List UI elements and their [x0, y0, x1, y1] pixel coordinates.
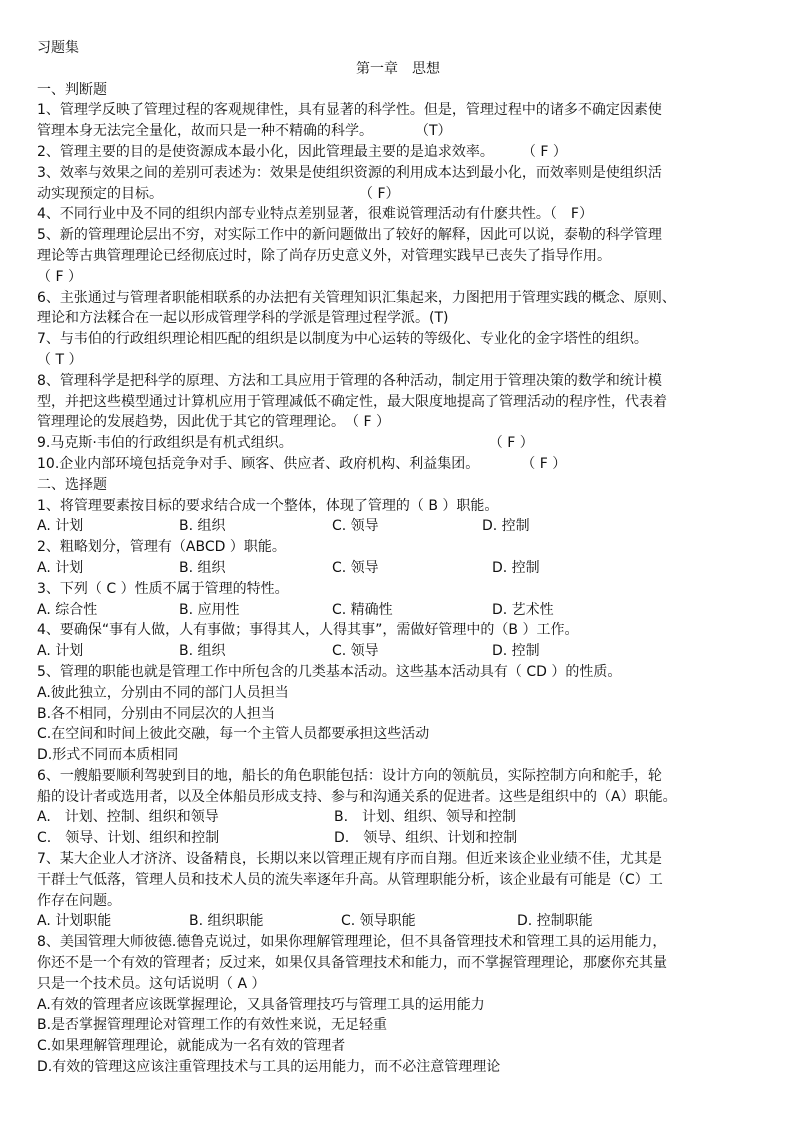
- option: A. 计划: [37, 518, 84, 535]
- option-row: [37, 516, 759, 537]
- document-page: [37, 38, 759, 1078]
- section-title-choice: 二、选择题: [37, 476, 107, 493]
- judgement-line: 6、主张通过与管理者职能相联系的办法把有关管理知识汇集起来，力图把用于管理实践的概念、原则、: [37, 289, 676, 306]
- option: A. 计划、控制、组织和领导: [37, 809, 219, 826]
- option: D. 控制: [492, 643, 540, 660]
- option: D. 控制: [492, 559, 540, 576]
- option-row: [37, 641, 759, 662]
- option: D. 艺术性: [492, 601, 554, 618]
- option: B.各不相同，分别由不同层次的人担当: [37, 705, 276, 722]
- option: D. 领导、组织、计划和控制: [334, 830, 518, 847]
- question-stem: 作存在问题。: [37, 892, 121, 909]
- question-stem: 1、将管理要素按目标的要求结合成一个整体，体现了管理的（ B ）职能。: [37, 497, 499, 514]
- judgement-line: （ F ）: [37, 268, 82, 285]
- judgement-line: 管理本身无法完全量化，故而只是一种不精确的科学。 （T）: [37, 123, 452, 140]
- option: B. 组织: [179, 559, 226, 576]
- question-stem: 7、某大企业人才济济、设备精良，长期以来以管理正规有序而自翔。但近来该企业业绩不佳，尤其是: [37, 851, 662, 868]
- section-title-judgement: 一、判断题: [37, 81, 107, 98]
- judgement-line: （ T ）: [37, 351, 83, 368]
- question-stem: 干群士气低落，管理人员和技术人员的流失率逐年升高。从管理职能分析，该企业最有可能是（C）工: [37, 871, 663, 888]
- judgement-line: 动实现预定的目标。 （ F）: [37, 185, 400, 202]
- option: B. 应用性: [179, 601, 240, 618]
- option: C. 领导、计划、组织和控制: [37, 830, 220, 847]
- option: D.形式不同而本质相同: [37, 747, 179, 764]
- judgement-line: 3、效率与效果之间的差别可表述为：效果是使组织资源的利用成本达到最小化，而效率则是使组织活: [37, 164, 662, 181]
- option: C.在空间和时间上彼此交融，每一个主管人员都要承担这些活动: [37, 726, 430, 743]
- option: B. 组织: [179, 518, 226, 535]
- judgement-list: [37, 100, 759, 474]
- chapter-title: 第一章 思想: [356, 60, 440, 77]
- judgement-line: 9.马克斯·韦伯的行政组织是有机式组织。 （ F ）: [37, 435, 534, 452]
- question-stem: 船的设计者或选用者，以及全体船员形成支持、参与和沟通关系的促进者。这些是组织中的（A）职能。: [37, 788, 677, 805]
- question-stem: 6、一艘船要顺利驾驶到目的地，船长的角色职能包括：设计方向的领航员，实际控制方向和舵手，轮: [37, 767, 662, 784]
- judgement-line: 管理理论的发展趋势，因此优于其它的管理理论。 （ F ）: [37, 414, 390, 431]
- judgement-line: 1、管理学反映了管理过程的客观规律性，具有显著的科学性。但是，管理过程中的诸多不确定因素使: [37, 102, 662, 119]
- judgement-line: 10.企业内部环境包括竞争对手、顾客、供应者、政府机构、利益集团。 （ F ）: [37, 455, 567, 472]
- question-stem: 8、美国管理大师彼德.德鲁克说过，如果你理解管理理论，但不具备管理技术和管理工具的运用能力，: [37, 934, 667, 951]
- question-stem: 5、管理的职能也就是管理工作中所包含的几类基本活动。这些基本活动具有（ CD ）的性质。: [37, 663, 622, 680]
- question-stem: 4、要确保“事有人做，人有事做；事得其人，人得其事”，需做好管理中的（B ）工作。: [37, 622, 579, 639]
- option: A.彼此独立，分别由不同的部门人员担当: [37, 684, 289, 701]
- option: B.是否掌握管理理论对管理工作的有效性来说，无足轻重: [37, 1017, 388, 1034]
- judgement-line: 理论和方法糅合在一起以形成管理学科的学派是管理过程学派。(T): [37, 310, 449, 327]
- judgement-line: 7、与韦伯的行政组织理论相匹配的组织是以制度为中心运转的等级化、专业化的金字塔性的组织。: [37, 331, 648, 348]
- option: C. 领导职能: [341, 913, 416, 930]
- judgement-line: 8、管理科学是把科学的原理、方法和工具应用于管理的各种活动，制定用于管理决策的数学和统计模: [37, 372, 662, 389]
- option-row: [37, 807, 759, 828]
- option-row: [37, 558, 759, 579]
- option-row: [37, 911, 759, 932]
- option: D. 控制: [482, 518, 530, 535]
- option: A. 计划职能: [37, 913, 112, 930]
- option: A.有效的管理者应该既掌握理论，又具备管理技巧与管理工具的运用能力: [37, 996, 485, 1013]
- option-row: [37, 828, 759, 849]
- option-row: [37, 600, 759, 621]
- judgement-line: 型，并把这些模型通过计算机应用于管理减低不确定性，最大限度地提高了管理活动的程序性，代表着: [37, 393, 667, 410]
- doc-label: 习题集: [37, 40, 79, 56]
- judgement-line: 2、管理主要的目的是使资源成本最小化，因此管理最主要的是追求效率。 （ F ）: [37, 143, 567, 160]
- option: A. 计划: [37, 643, 84, 660]
- option: D.有效的管理这应该注重管理技术与工具的运用能力，而不必注意管理理论: [37, 1059, 501, 1076]
- question-stem: 3、下列（ C ）性质不属于管理的特性。: [37, 580, 289, 597]
- option: D. 控制职能: [517, 913, 593, 930]
- option: C. 领导: [332, 559, 379, 576]
- question-stem: 你还不是一个有效的管理者；反过来，如果仅具备管理技术和能力，而不掌握管理理论，那麽你充其量: [37, 955, 667, 972]
- option: B. 组织职能: [189, 913, 264, 930]
- option: C. 领导: [332, 643, 379, 660]
- judgement-line: 理论等古典管理理论已经彻底过时，除了尚存历史意义外，对管理实践早已丧失了指导作用。: [37, 247, 611, 264]
- option: B. 组织: [179, 643, 226, 660]
- option: C. 精确性: [332, 601, 393, 618]
- judgement-line: 5、新的管理理论层出不穷，对实际工作中的新问题做出了较好的解释，因此可以说，泰勒的科学管理: [37, 227, 662, 244]
- option: C. 领导: [332, 518, 379, 535]
- option: C.如果理解管理理论，就能成为一名有效的管理者: [37, 1038, 346, 1055]
- judgement-line: 4、不同行业中及不同的组织内部专业特点差别显著，很难说管理活动有什麽共性。（ F）: [37, 206, 593, 223]
- question-stem: 2、粗略划分，管理有（ABCD ）职能。: [37, 539, 286, 556]
- option: B. 计划、组织、领导和控制: [334, 809, 517, 826]
- option: A. 综合性: [37, 601, 98, 618]
- question-stem: 只是一个技术员。这句话说明（ A ）: [37, 975, 266, 992]
- option: A. 计划: [37, 559, 84, 576]
